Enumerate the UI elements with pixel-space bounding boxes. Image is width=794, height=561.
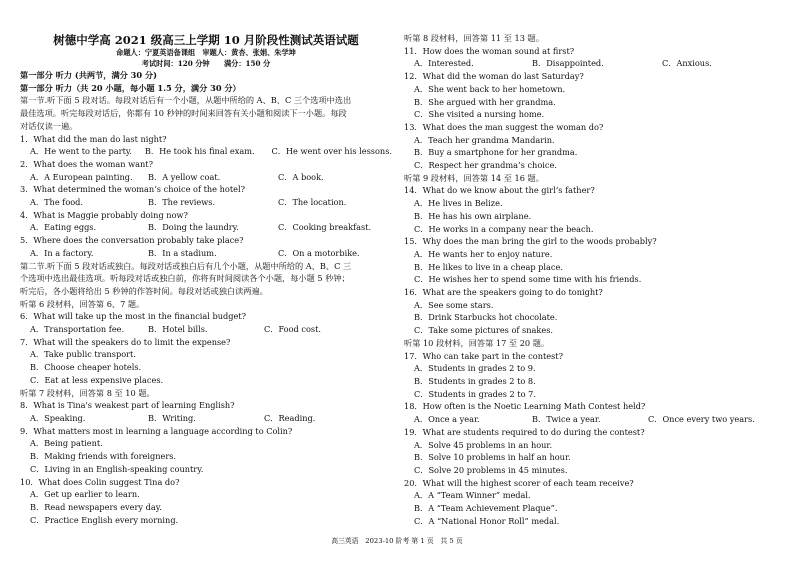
option-c: C．Solve 20 problems in 45 minutes.	[414, 464, 568, 475]
question-text: 9．What matters most in learning a language according to Colin?	[20, 425, 293, 436]
question-text: 7．What will the speakers do to limit the expense?	[20, 336, 231, 347]
question-text: 19．What are students required to do during the contest?	[404, 426, 645, 437]
option-a: A．She went back to her hometown.	[414, 83, 566, 94]
part1-heading: 第一部分 听力 (共两节，满分 30 分)	[20, 70, 157, 80]
option-c: C．Students in grades 2 to 7.	[414, 388, 536, 399]
listen-instruction-10: 听第 10 段材料，回答第 17 至 20 题。	[404, 337, 550, 348]
listen-instruction-6: 听第 6 段材料，回答第 6、7 题。	[20, 298, 145, 309]
question-text: 2．What does the woman want?	[20, 158, 153, 169]
question-text: 14．What do we know about the girl’s father?	[404, 185, 595, 196]
exam-info: 考试时间：120 分钟 满分：150 分	[141, 59, 271, 68]
option-b: B．Disappointed.	[532, 58, 604, 69]
question-8	[20, 399, 392, 424]
option-a: A．Transportation fee.	[30, 324, 125, 335]
option-a: A．He went to the party.	[30, 146, 133, 157]
question-text: 8．What is Tina's weakest part of learning English?	[20, 400, 235, 411]
question-text: 20．What will the highest scorer of each team receive?	[404, 477, 634, 488]
option-c: C．He works in a company near the beach.	[414, 223, 594, 234]
option-c: C．Food cost.	[264, 324, 321, 335]
question-text: 4．What is Maggie probably doing now?	[20, 209, 188, 220]
option-b: B．Doing the laundry.	[148, 222, 239, 233]
option-a: A．Teach her grandma Mandarin.	[414, 134, 555, 145]
option-b: B．Drink Starbucks hot chocolate.	[414, 312, 558, 323]
question-15	[404, 235, 776, 286]
option-b: B．He has his own airplane.	[414, 210, 532, 221]
option-c: C．Eat at less expensive places.	[30, 374, 164, 385]
option-b: B．He likes to live in a cheap place.	[414, 261, 563, 272]
question-1	[20, 133, 392, 158]
option-b: B．The reviews.	[148, 197, 216, 208]
option-b: B．A yellow coat.	[148, 171, 221, 182]
option-a: A．Interested.	[414, 58, 474, 69]
question-14	[404, 184, 776, 235]
question-16	[404, 286, 776, 337]
option-a: A．Get up earlier to learn.	[30, 489, 140, 500]
question-text: 1．What did the man do last night?	[20, 133, 167, 144]
option-b: B．Making friends with foreigners.	[30, 451, 177, 462]
section1-intro-1: 第一节.听下面 5 段对话。每段对话后有一个小题，从题中所给的 A、B、C 三个选项中选出	[20, 95, 352, 106]
option-c: C．The location.	[278, 197, 347, 208]
question-5	[20, 234, 392, 259]
listen-instruction-9: 听第 9 段材料，回答第 14 至 16 题。	[404, 172, 544, 183]
left-column	[20, 0, 392, 526]
option-b: B．She argued with her grandma.	[414, 96, 556, 107]
question-19	[404, 426, 776, 477]
option-b: B．Hotel bills.	[148, 324, 208, 335]
option-c: C．Respect her grandma’s choice.	[414, 160, 557, 171]
option-b: B．Read newspapers every day.	[30, 501, 162, 512]
part1b-heading: 第一部分 听力（共 20 小题，每小题 1.5 分，满分 30 分）	[20, 82, 241, 93]
option-c: C．A “National Honor Roll” medal.	[414, 515, 560, 526]
question-text: 12．What did the woman do last Saturday?	[404, 71, 584, 82]
question-12	[404, 70, 776, 121]
option-c: C．Reading.	[264, 412, 316, 423]
option-c: C．Once every two years.	[648, 414, 755, 425]
option-c: C．He wishes her to spend some time with his friends.	[414, 274, 642, 285]
option-b: B．Buy a smartphone for her grandma.	[414, 147, 578, 158]
option-b: B．He took his final exam.	[144, 146, 255, 157]
question-17	[404, 350, 776, 401]
option-c: C．On a motorbike.	[278, 247, 360, 258]
page-title: 树德中学高 2021 级高三上学期 10 月阶段性测试英语试题	[53, 33, 359, 47]
option-a: A．See some stars.	[414, 299, 494, 310]
question-10	[20, 476, 392, 527]
listen-instruction-7: 听第 7 段材料，回答第 8 至 10 题。	[20, 387, 155, 398]
option-a: A．The food.	[30, 197, 84, 208]
listen-instruction-8: 听第 8 段材料，回答第 11 至 13 题。	[404, 33, 544, 43]
option-c: C．Anxious.	[662, 58, 712, 69]
option-c: C．He went over his lessons.	[271, 146, 392, 157]
section1-intro-3: 对话仅读一遍。	[20, 120, 78, 131]
option-b: B．Twice a year.	[532, 414, 601, 425]
question-18	[404, 400, 776, 425]
option-c: C．Cooking breakfast.	[278, 222, 372, 233]
option-c: C．A book.	[278, 171, 324, 182]
question-text: 11．How does the woman sound at first?	[404, 45, 575, 56]
question-text: 6．What will take up the most in the financial budget?	[20, 311, 247, 322]
question-6	[20, 310, 392, 335]
section2-intro-2: 个选项中选出最佳选项。听每段对话或独白前，你将有时间阅读各个小题，每小题 5 秒钟；	[20, 273, 350, 284]
option-a: A．He wants her to enjoy nature.	[414, 248, 553, 259]
option-a: A．A European painting.	[30, 171, 133, 182]
question-text: 15．Why does the man bring the girl to the woods probably?	[404, 236, 657, 247]
section2-intro-1: 第二节.听下面 5 段对话或独白。每段对话或独白后有几个小题，从题中所给的 A、B、C 三	[20, 260, 352, 271]
option-a: A．Once a year.	[414, 414, 480, 425]
question-9	[20, 425, 392, 476]
option-a: A．Students in grades 2 to 9.	[414, 363, 536, 374]
option-c: C．Practice English every morning.	[30, 514, 179, 525]
question-text: 18．How often is the Noetic Learning Math Contest held?	[404, 401, 646, 412]
option-a: A．A “Team Winner” medal.	[414, 490, 531, 501]
option-b: B．A “Team Achievement Plaque”.	[414, 503, 558, 514]
option-a: A．Being patient.	[30, 438, 103, 449]
question-20	[404, 477, 776, 528]
option-b: B．Choose cheaper hotels.	[30, 362, 142, 373]
question-text: 10．What does Colin suggest Tina do?	[20, 476, 180, 487]
option-c: C．She visited a nursing home.	[414, 109, 545, 120]
question-text: 16．What are the speakers going to do tonight?	[404, 287, 603, 298]
option-a: A．In a factory.	[30, 247, 94, 258]
option-a: A．He lives in Belize.	[414, 198, 503, 209]
option-b: B．In a stadium.	[148, 247, 217, 258]
question-13	[404, 121, 776, 172]
authors-line: 命题人：宁夏英语备课组 审题人：黄杏、张娟、朱学坤	[116, 48, 296, 57]
option-b: B．Writing.	[148, 412, 196, 423]
option-c: C．Living in an English-speaking country.	[30, 463, 204, 474]
option-b: B．Students in grades 2 to 8.	[414, 375, 536, 386]
option-a: A．Eating eggs.	[30, 222, 97, 233]
question-7	[20, 336, 392, 387]
section2-intro-3: 听完后，各小题将给出 5 秒钟的作答时间。每段对话或独白读两遍。	[20, 285, 268, 296]
question-4	[20, 209, 392, 234]
section1-intro-2: 最佳选项。听完每段对话后，你都有 10 秒钟的时间来回答有关小题和阅读下一小题。每段	[20, 108, 347, 119]
question-3	[20, 183, 392, 208]
page-footer: 高三英语 2023-10 阶考 第 1 页 共 5 页	[331, 537, 463, 545]
option-c: C．Take some pictures of snakes.	[414, 325, 554, 336]
option-a: A．Take public transport.	[30, 349, 136, 360]
question-text: 5．Where does the conversation probably take place?	[20, 235, 244, 246]
question-text: 3．What determined the woman’s choice of the hotel?	[20, 184, 245, 195]
option-a: A．Solve 45 problems in an hour.	[414, 439, 553, 450]
right-column	[404, 32, 776, 527]
question-text: 17．Who can take part in the contest?	[404, 350, 563, 361]
option-a: A．Speaking.	[30, 412, 86, 423]
option-b: B．Solve 10 problems in half an hour.	[414, 452, 571, 463]
question-text: 13．What does the man suggest the woman do?	[404, 121, 604, 132]
question-11	[404, 45, 776, 70]
question-2	[20, 158, 392, 183]
